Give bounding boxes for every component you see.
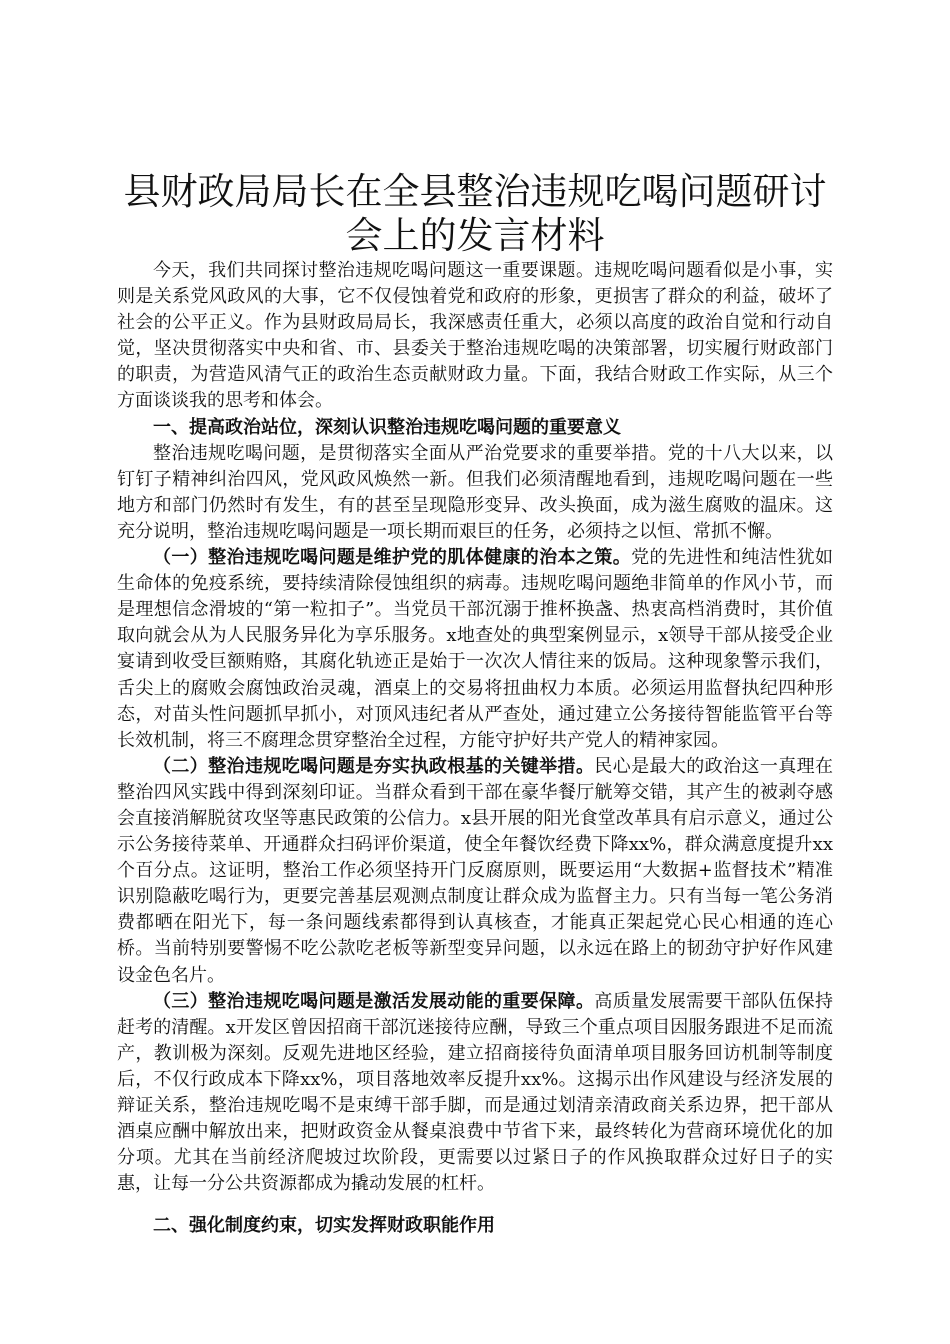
intro-paragraph: 今天，我们共同探讨整治违规吃喝问题这一重要课题。违规吃喝问题看似是小事，实则是关系党风政风的大事，它不仅侵蚀着党和政府的形象，更损害了群众的利益，破坏了社会的公平正义。作为县财政局局长，我深感责任重大，必须以高度的政治自觉和行动自觉，坚决贯彻落实中央和省、市、县委关于整治违规吃喝的决策部署，切实履行财政部门的职责，为营造风清气正的政治生态贡献财政力量。下面，我结合财政工作实际，从三个方面谈谈我的思考和体会。 <box>117 260 833 412</box>
subsection-1-paragraph <box>117 545 833 754</box>
subsection-3-paragraph <box>117 989 833 1198</box>
section-1-paragraph: 整治违规吃喝问题，是贯彻落实全面从严治党要求的重要举措。党的十八大以来，以钉钉子精神纠治四风，党风政风焕然一新。但我们必须清醒地看到，违规吃喝问题在一些地方和部门仍然时有发生，有的甚至呈现隐形变异、改头换面，成为滋生腐败的温床。这充分说明，整治违规吃喝问题是一项长期而艰巨的任务，必须持之以恒、常抓不懈。 <box>117 442 833 542</box>
section-2-heading: 二、强化制度约束，切实发挥财政职能作用 <box>153 1215 495 1237</box>
subsection-2-body: 民心是最大的政治这一真理在整治四风实践中得到深刻印证。当群众看到干部在豪华餐厅觥筹交错，其产生的被剥夺感会直接消解脱贫攻坚等惠民政策的公信力。x县开展的阳光食堂改革具有启示意义，通过公示公务接待菜单、开通群众扫码评价渠道，使全年餐饮经费下降xx%，群众满意度提升xx个百分点。这证明，整治工作必须坚持开门反腐原则，既要运用“大数据+监督技术”精准识别隐蔽吃喝行为，更要完善基层观测点制度让群众成为监督主力。只有当每一笔公务消费都晒在阳光下，每一条问题线索都得到认真核查，才能真正架起党心民心相通的连心桥。当前特别要警惕不吃公款吃老板等新型变异问题，以永远在路上的韧劲守护好作风建设金色名片。 <box>117 755 834 986</box>
subsection-2-lead: （二）整治违规吃喝问题是夯实执政根基的关键举措。 <box>153 755 595 777</box>
section-1-heading: 一、提高政治站位，深刻认识整治违规吃喝问题的重要意义 <box>153 416 621 438</box>
subsection-1-lead: （一）整治违规吃喝问题是维护党的肌体健康的治本之策。 <box>153 547 632 569</box>
document-page <box>117 170 833 1239</box>
subsection-2-paragraph <box>117 754 833 989</box>
document-title: 县财政局局长在全县整治违规吃喝问题研讨会上的发言材料 <box>123 170 827 257</box>
subsection-3-lead: （三）整治违规吃喝问题是激活发展动能的重要保障。 <box>153 990 595 1012</box>
subsection-3-body: 高质量发展需要干部队伍保持赶考的清醒。x开发区曾因招商干部沉迷接待应酬，导致三个重点项目因服务跟进不足而流产，教训极为深刻。反观先进地区经验，建立招商接待负面清单项目服务回访机制等制度后，不仅行政成本下降xx%，项目落地效率反提升xx%。这揭示出作风建设与经济发展的辩证关系，整治违规吃喝不是束缚干部手脚，而是通过划清亲清政商关系边界，把干部从酒桌应酬中解放出来，把财政资金从餐桌浪费中节省下来，最终转化为营商环境优化的加分项。尤其在当前经济爬坡过坎阶段，更需要以过紧日子的作风换取群众过好日子的实惠，让每一分公共资源都成为撬动发展的杠杆。 <box>117 990 834 1195</box>
subsection-1-body: 党的先进性和纯洁性犹如生命体的免疫系统，要持续清除侵蚀组织的病毒。违规吃喝问题绝非简单的作风小节，而是理想信念滑坡的“第一粒扣子”。当党员干部沉溺于推杯换盏、热衷高档消费时，其价值取向就会从为人民服务异化为享乐服务。x地查处的典型案例显示，x领导干部从接受企业宴请到收受巨额贿赂，其腐化轨迹正是始于一次次人情往来的饭局。这种现象警示我们，舌尖上的腐败会腐蚀政治灵魂，酒桌上的交易将扭曲权力本质。必须运用监督执纪四种形态，对苗头性问题抓早抓小，对顶风违纪者从严查处，通过建立公务接待智能监管平台等长效机制，将三不腐理念贯穿整治全过程，方能守护好共产党人的精神家园。 <box>117 547 833 751</box>
